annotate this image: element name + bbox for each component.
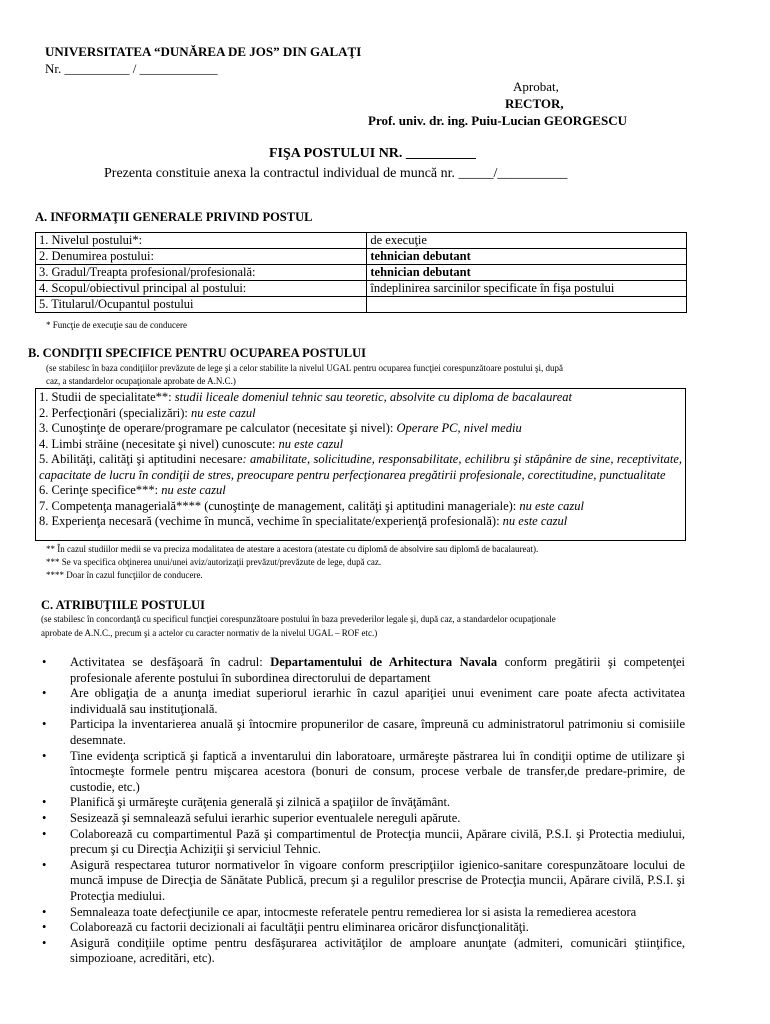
list-item: • Asigură respectarea tuturor normativelor în vigoare conform prescripţiilor igienico-sanitare corespunzătoare locului de muncă impuse de Direcţia de Sănătate Publică, precum şi a regulilor prescrise de Protecţia muncii, Apărare civilă, P.S.I. şi Protecţia mediului. <box>40 858 685 905</box>
rector-name: Prof. univ. dr. ing. Puiu-Lucian GEORGESCU <box>368 113 627 128</box>
section-b-footnote-1: ** În cazul studiilor medii se va preciza modalitatea de atestare a acestora (atestate cu diplomă de absolvire sau diplomă de bacalaureat). <box>46 544 539 554</box>
condition-item: 4. Limbi străine (necesitate şi nivel) cunoscute: nu este cazul <box>39 436 344 451</box>
section-c-heading: C. ATRIBUŢIILE POSTULUI <box>41 598 206 612</box>
condition-item: 5. Abilităţi, calităţi şi aptitudini necesare: amabilitate, solicitudine, responsabilitate, echilibru şi stăpânire de sine, receptivitate, capacitate de lucru în condiţii de stres, preocupare pentru perfecţionarea pregătirii profesionale, corectitudine, punctualitate <box>39 452 682 482</box>
general-info-table <box>35 232 687 313</box>
row-value: de execuţie <box>367 233 687 249</box>
row-label: 3. Gradul/Treapta profesional/profesională: <box>36 265 367 281</box>
condition-item: 7. Competenţa managerială**** (cunoştinţe de management, calităţi şi aptitudini manageriale): nu este cazul <box>39 498 584 513</box>
row-value: tehnician debutant <box>367 265 687 281</box>
section-b-note-1: (se stabilesc în baza condiţiilor prevăzute de lege şi a celor stabilite la nivelul UGAL pentru ocuparea funcţiei corespunzătoare postului şi, după <box>46 363 563 373</box>
section-c-note-1: (se stabilesc în concordanţă cu specificul funcţiei corespunzătoare postului în baza prevederilor legale şi, după caz, a standardelor ocupaţionale <box>41 614 556 624</box>
row-label: 5. Titularul/Ocupantul postului <box>36 297 367 313</box>
university-name: UNIVERSITATEA “DUNĂREA DE JOS” DIN GALAŢI <box>45 44 362 59</box>
section-a-footnote: * Funcţie de execuţie sau de conducere <box>46 320 187 330</box>
list-item: • Participa la inventarierea anuală şi întocmire propunerilor de casare, împreună cu administratorul patrimoniu si comisiile desemnate. <box>40 717 685 748</box>
condition-item: 6. Cerinţe specifice***: nu este cazul <box>39 483 226 497</box>
list-item: • Colaborează cu factorii decizionali ai facultăţii pentru eliminarea oricăror disfuncţionalităţi. <box>40 920 685 936</box>
list-item: • Planifică şi urmăreşte curăţenia generală şi zilnică a spaţiilor de învăţământ. <box>40 795 685 811</box>
row-value <box>367 297 687 313</box>
list-item: • Asigură condiţiile optime pentru desfăşurarea activităţilor de amploare anunţate (admiteri, comunicări ştiinţifice, simpozioane, acreditări, etc). <box>40 936 685 967</box>
list-item: • Semnaleaza toate defecţiunile ce apar, intocmeste referatele pentru remedierea lor si asista la remedierea acestora <box>40 905 685 921</box>
rector-label: RECTOR, <box>505 96 564 111</box>
row-value: îndeplinirea sarcinilor specificate în fişa postului <box>367 281 687 297</box>
document-subtitle: Prezenta constituie anexa la contractul individual de muncă nr. _____/__________ <box>104 166 568 181</box>
condition-item: 2. Perfecţionări (specializări): nu este cazul <box>39 405 256 420</box>
row-label: 2. Denumirea postului: <box>36 249 367 265</box>
list-item: • Colaborează cu compartimentul Pază şi compartimentul de Protecţia muncii, Apărare civilă, P.S.I. şi Protectia mediului, precum şi cu Direcţia Achiziţii şi serviciul Tehnic. <box>40 827 685 858</box>
duties-list <box>40 655 685 967</box>
condition-item: 3. Cunoştinţe de operare/programare pe calculator (necesitate şi nivel): Operare PC, nivel mediu <box>39 421 522 435</box>
section-c-note-2: aprobate de A.N.C., precum şi a actelor cu caracter normativ de la nivelul UGAL – ROF etc.) <box>41 628 378 638</box>
registration-number: Nr. __________ / ____________ <box>45 61 218 76</box>
approval-label: Aprobat, <box>513 79 559 94</box>
row-label: 4. Scopul/obiectivul principal al postului: <box>36 281 367 297</box>
condition-item: 8. Experienţa necesară (vechime în muncă, vechime în specialitate/experienţă profesională): nu este cazul <box>39 514 568 528</box>
section-b-note-2: caz, a standardelor ocupaţionale aprobate de A.N.C.) <box>46 376 236 386</box>
list-item: • Tine evidenţa scriptică şi faptică a inventarului din laboratoare, urmăreşte păstrarea lui în condiţii optime de utilizare şi întocmeşte formele pentru mişcarea acestora (bonuri de consum, procese verbale de transfer,de predare-primire, de custodie, etc.) <box>40 749 685 796</box>
list-item: • Sesizează şi semnalează sefului ierarhic superior eventualele nereguli apărute. <box>40 811 685 827</box>
section-b-heading: B. CONDIŢII SPECIFICE PENTRU OCUPAREA POSTULUI <box>28 346 367 360</box>
table-row <box>36 281 687 297</box>
list-item: • Activitatea se desfăşoară în cadrul: Departamentului de Arhitectura Navala conform pregătirii şi competenţei profesionale aferente postului în subordinea directorului de departament <box>40 655 685 686</box>
table-row <box>36 233 687 249</box>
document-title: FIŞA POSTULUI NR. __________ <box>269 146 476 161</box>
row-value: tehnician debutant <box>367 249 687 265</box>
table-row <box>36 297 687 313</box>
row-label: 1. Nivelul postului*: <box>36 233 367 249</box>
list-item: • Are obligaţia de a anunţa imediat superiorul ierarhic în cazul apariţiei unui eveniment care poate afecta activitatea individuală sau instituţională. <box>40 686 685 717</box>
table-row <box>36 265 687 281</box>
table-row <box>36 249 687 265</box>
condition-item: 1. Studii de specialitate**: studii liceale domeniul tehnic sau teoretic, absolvite cu diploma de bacalaureat <box>39 390 573 404</box>
section-b-footnote-2: *** Se va specifica obţinerea unui/unei aviz/autorizaţii prevăzut/prevăzute de lege, după caz. <box>46 557 382 567</box>
conditions-box <box>35 388 686 541</box>
section-a-heading: A. INFORMAŢII GENERALE PRIVIND POSTUL <box>35 210 313 224</box>
section-b-footnote-3: **** Doar în cazul funcţiilor de conducere. <box>46 570 203 580</box>
